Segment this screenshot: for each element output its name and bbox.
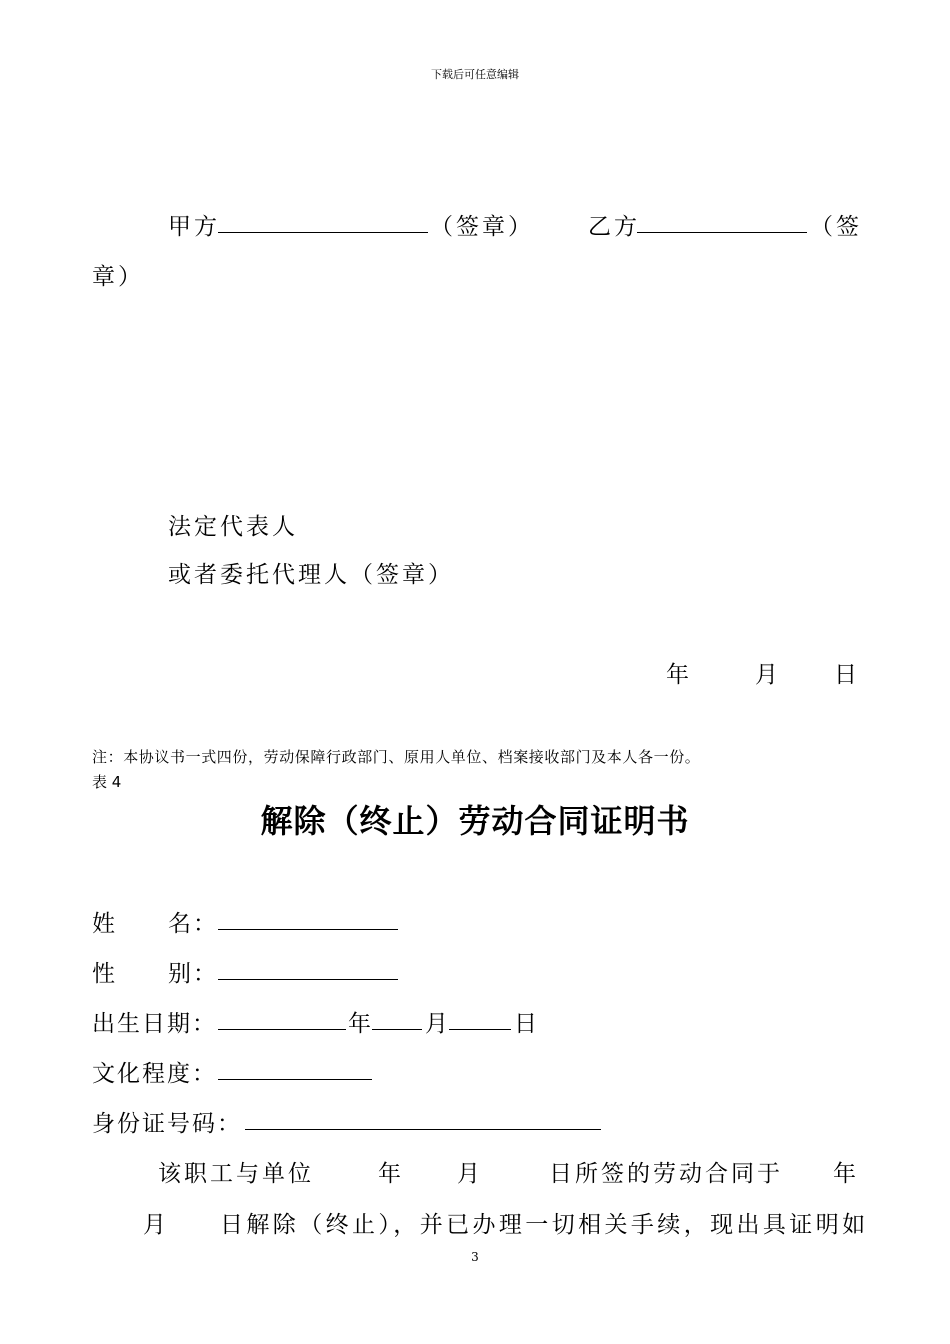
statement-part1: 该职工与单位 (158, 1161, 314, 1187)
gender-label-part2: 别： (168, 961, 218, 987)
statement-part2: 日所签的劳动合同于 (549, 1161, 783, 1187)
education-field-line (218, 1079, 372, 1080)
statement-month-label: 月 (457, 1161, 483, 1187)
page-header: 下载后可任意编辑 (431, 68, 519, 81)
name-label-part1: 姓 (92, 911, 117, 937)
table-label: 表 4 (92, 773, 122, 791)
birth-day-label: 日 (514, 1011, 539, 1037)
party-b-signature-line (637, 232, 807, 233)
education-label: 文化程度： (92, 1061, 217, 1087)
gender-label-part1: 性 (92, 961, 117, 987)
birth-year-label: 年 (348, 1011, 373, 1037)
birth-year-line (218, 1029, 346, 1030)
party-a-signature-line (218, 232, 428, 233)
party-b-label: 乙方 (588, 214, 640, 240)
statement-year-label: 年 (378, 1161, 404, 1187)
name-label-part2: 名： (168, 911, 218, 937)
gender-field-line (218, 979, 398, 980)
birth-month-line (372, 1029, 422, 1030)
party-b-seal-label-2: 章） (92, 264, 144, 290)
page-number: 3 (471, 1250, 479, 1264)
date-month-label: 月 (755, 662, 781, 688)
statement-end-month-label: 月 (143, 1212, 169, 1238)
statement-end-year-label: 年 (833, 1161, 859, 1187)
id-number-field-line (245, 1129, 601, 1130)
statement-part3: 日解除（终止），并已办理一切相关手续，现出具证明如 (220, 1212, 869, 1238)
party-a-seal-label: （签章） (430, 214, 534, 240)
birth-month-label: 月 (425, 1011, 450, 1037)
name-field-line (218, 929, 398, 930)
legal-representative-label: 法定代表人 (168, 514, 298, 540)
certificate-title: 解除（终止）劳动合同证明书 (260, 802, 690, 840)
birth-date-label: 出生日期： (92, 1011, 217, 1037)
party-a-label: 甲方 (168, 214, 220, 240)
party-b-seal-label-1: （签 (810, 214, 862, 240)
birth-day-line (449, 1029, 511, 1030)
agent-signature-label: 或者委托代理人（签章） (168, 562, 454, 588)
agreement-note: 注：本协议书一式四份，劳动保障行政部门、原用人单位、档案接收部门及本人各一份。 (92, 748, 701, 766)
date-day-label: 日 (834, 662, 860, 688)
id-number-label: 身份证号码： (92, 1111, 242, 1137)
date-year-label: 年 (666, 662, 692, 688)
